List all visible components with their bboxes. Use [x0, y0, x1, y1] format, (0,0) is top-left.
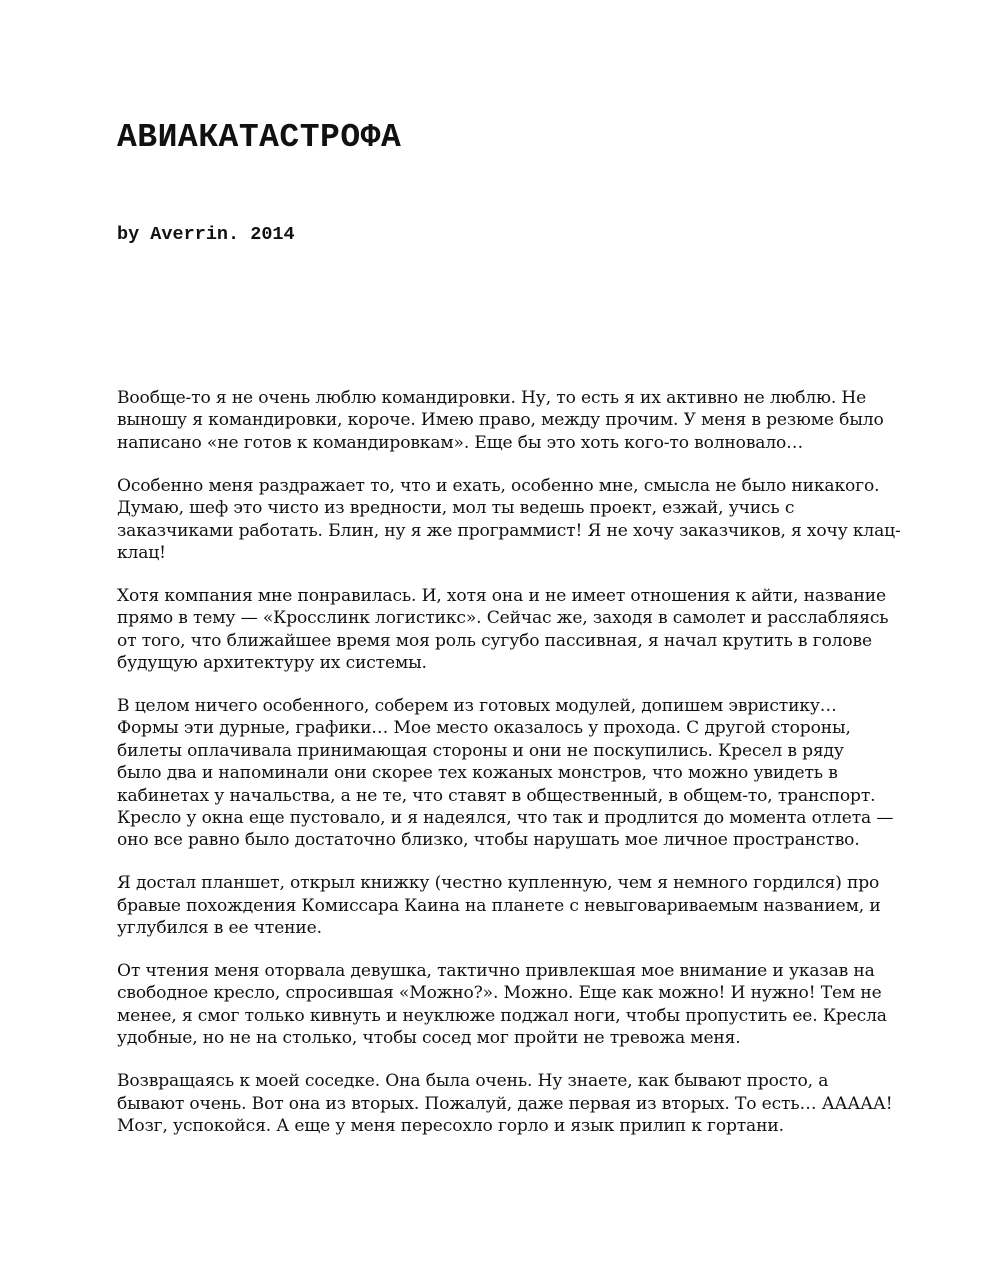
text-line: клац! [117, 542, 166, 563]
text-line: свободное кресло, спросившая «Можно?». Можно. Еще как можно! И нужно! Тем не [117, 983, 882, 1004]
paragraph-7 [117, 1070, 893, 1137]
text-line: Вообще-то я не очень люблю командировки. Ну, то есть я их активно не люблю. Не [117, 388, 867, 408]
text-line: было два и напоминали они скорее тех кожаных монстров, что можно увидеть в [117, 763, 838, 784]
text-line: Кресло у окна еще пустовало, и я надеялся, что так и продлится до момента отлета — [117, 808, 894, 828]
text-line: оно все равно было достаточно близко, чтобы нарушать мое личное пространство. [117, 830, 860, 851]
text-line: От чтения меня оторвала девушка, тактично привлекшая мое внимание и указав на [117, 961, 875, 982]
text-line: Формы эти дурные, графики… Мое место оказалось у прохода. С другой стороны, [117, 718, 851, 739]
document-title: АВИАКАТАСТРОФА [117, 119, 402, 156]
paragraph-1 [117, 387, 884, 454]
text-line: бывают очень. Вот она из вторых. Пожалуй, даже первая из вторых. То есть… ААААА! [117, 1093, 893, 1114]
text-line: В целом ничего особенного, соберем из готовых модулей, допишем эвристику… [117, 695, 837, 716]
paragraph-5 [117, 872, 881, 939]
text-line: бравые похождения Комиссара Каина на планете с невыговариваемым названием, и [117, 895, 881, 916]
text-line: от того, что ближайшее время моя роль сугубо пассивная, я начал крутить в голове [117, 630, 872, 651]
paragraph-2 [117, 475, 901, 565]
text-line: Мозг, успокойся. А еще у меня пересохло горло и язык прилип к гортани. [117, 1115, 784, 1136]
text-line: Хотя компания мне понравилась. И, хотя она и не имеет отношения к айти, название [117, 585, 887, 606]
document-byline: by Averrin. 2014 [117, 224, 295, 245]
text-line: будущую архитектуру их системы. [117, 653, 427, 674]
text-line: удобные, но не на столько, чтобы сосед мог пройти не тревожа меня. [117, 1028, 741, 1049]
text-line: Особенно меня раздражает то, что и ехать, особенно мне, смысла не было никакого. [117, 475, 880, 496]
paragraph-6 [117, 960, 887, 1050]
text-line: заказчиками работать. Блин, ну я же программист! Я не хочу заказчиков, я хочу клац- [117, 520, 901, 541]
paragraph-4 [117, 695, 894, 852]
text-line: углубился в ее чтение. [117, 918, 322, 939]
paragraph-3 [117, 585, 889, 675]
document-body [117, 387, 901, 1158]
text-line: Я достал планшет, открыл книжку (честно купленную, чем я немного гордился) про [117, 873, 880, 894]
text-line: менее, я смог только кивнуть и неуклюже поджал ноги, чтобы пропустить ее. Кресла [117, 1005, 887, 1026]
text-line: написано «не готов к командировкам». Еще бы это хоть кого-то волновало… [117, 432, 804, 453]
text-line: кабинетах у начальства, а не те, что ставят в общественный, в общем-то, транспорт. [117, 785, 876, 806]
text-line: билеты оплачивала принимающая стороны и они не поскупились. Кресел в ряду [117, 740, 844, 761]
text-line: прямо в тему — «Кросслинк логистикс». Сейчас же, заходя в самолет и расслабляясь [117, 608, 889, 629]
text-line: выношу я командировки, короче. Имею право, между прочим. У меня в резюме было [117, 410, 884, 431]
text-line: Думаю, шеф это чисто из вредности, мол ты ведешь проект, езжай, учись с [117, 498, 795, 519]
text-line: Возвращаясь к моей соседке. Она была очень. Ну знаете, как бывают просто, а [117, 1071, 829, 1092]
